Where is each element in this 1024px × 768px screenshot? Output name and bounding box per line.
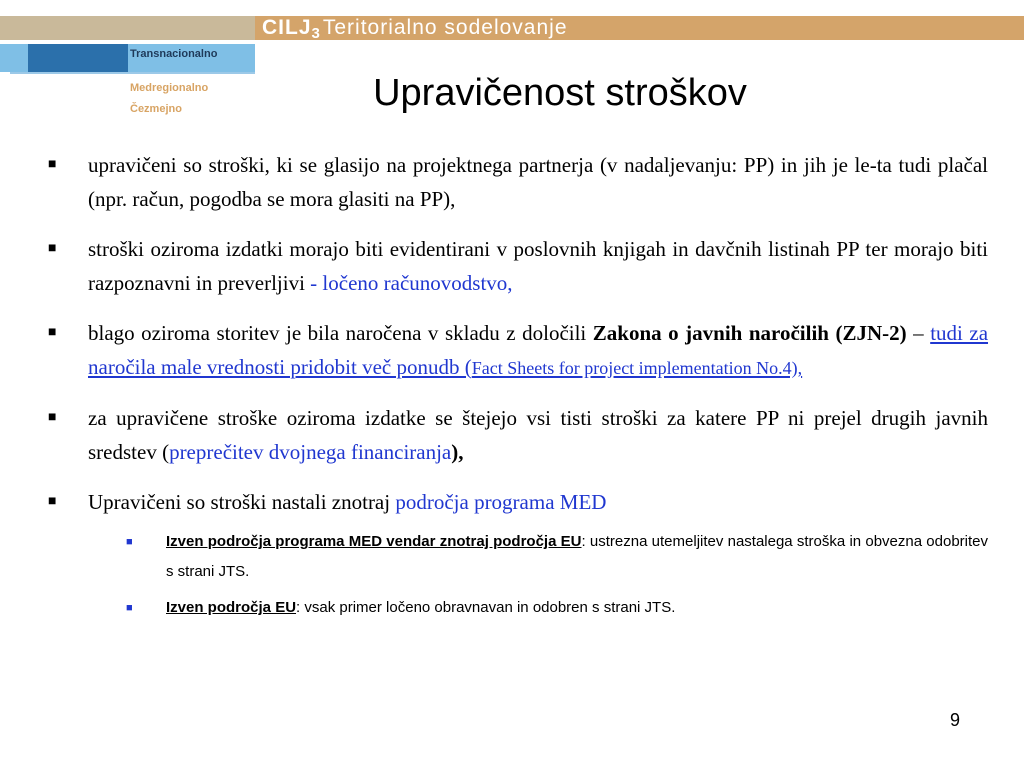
- header-band-left: [0, 16, 255, 40]
- bullet-text-part: stroški oziroma izdatki morajo biti evidentirani v poslovnih knjigah in davčnih listinah PP ter morajo biti razpoznavni in preverljivi: [88, 237, 988, 295]
- menu-item-transnacionalno: Transnacionalno: [130, 48, 218, 60]
- law-name: Zakona o javnih naročilih (ZJN-2): [592, 321, 907, 345]
- slide-title: Upravičenost stroškov: [373, 72, 747, 114]
- fact-sheet-link-small: Fact Sheets for project implementation No.4),: [471, 358, 803, 378]
- header-program-title: [262, 16, 568, 40]
- blue-square-bullet-icon: ■: [126, 536, 133, 548]
- sub-bullet-body: : ustrezna utemeljitev nastalega stroška in obvezna odobritev s strani JTS.: [166, 533, 989, 580]
- bullet-text: [88, 316, 988, 385]
- bullet-item: [48, 316, 988, 385]
- bullet-highlight: - ločeno računovodstvo,: [310, 271, 513, 295]
- bullet-text-part: Upravičeni so stroški nastali znotraj: [88, 490, 396, 514]
- bullet-text: [88, 232, 988, 300]
- sub-bullet-text: [166, 527, 988, 587]
- sub-bullet-heading: Izven področja programa MED vendar znotraj področja EU: [166, 533, 582, 550]
- header-subtitle: Teritorialno sodelovanje: [322, 16, 568, 39]
- bullet-item: [48, 232, 988, 300]
- menu-item-medregionalno: Medregionalno: [130, 82, 209, 94]
- square-bullet-icon: ■: [48, 410, 57, 425]
- square-bullet-icon: ■: [48, 325, 57, 340]
- bullet-list: [48, 148, 988, 629]
- square-bullet-icon: ■: [48, 494, 57, 509]
- sub-bullet-text: [166, 593, 988, 623]
- cilj-number: 3: [311, 25, 321, 42]
- bullet-item: [48, 401, 988, 469]
- sub-bullet-heading: Izven področja EU: [166, 599, 297, 616]
- bullet-item: [48, 148, 988, 216]
- menu-item-cezmejno: Čezmejno: [130, 103, 182, 115]
- bullet-text: [88, 485, 988, 519]
- logo-block-dark: [28, 44, 128, 72]
- bullet-text-end: ),: [451, 440, 464, 464]
- sub-bullet-item: [126, 593, 988, 623]
- sub-bullet-body: : vsak primer ločeno obravnavan in odobren s strani JTS.: [296, 599, 676, 616]
- bullet-highlight: področja programa MED: [395, 490, 607, 514]
- bullet-text: upravičeni so stroški, ki se glasijo na projektnega partnerja (v nadaljevanju: PP) in jih je le-ta tudi plačal (npr. račun, pogodba se mora glasiti na PP),: [88, 153, 988, 211]
- bullet-text-part: za upravičene stroške oziroma izdatke se štejejo vsi tisti stroški za katere PP ni prejel drugih javnih sredstev (: [88, 406, 988, 464]
- sub-bullet-item: [126, 527, 988, 587]
- bullet-text: [88, 401, 988, 469]
- page-number: 9: [950, 710, 961, 730]
- blue-square-bullet-icon: ■: [126, 602, 133, 614]
- bullet-highlight: preprečitev dvojnega financiranja: [169, 440, 452, 464]
- logo-line: [10, 72, 255, 74]
- square-bullet-icon: ■: [48, 241, 57, 256]
- bullet-text-part: blago oziroma storitev je bila naročena v skladu z določili: [88, 321, 593, 345]
- bullet-dash: –: [906, 321, 931, 345]
- fact-sheet-link-text: tudi za naročila male vrednosti pridobit več ponudb (: [88, 321, 989, 379]
- bullet-item: [48, 485, 988, 519]
- square-bullet-icon: ■: [48, 157, 57, 172]
- cilj-label: CILJ: [262, 16, 312, 39]
